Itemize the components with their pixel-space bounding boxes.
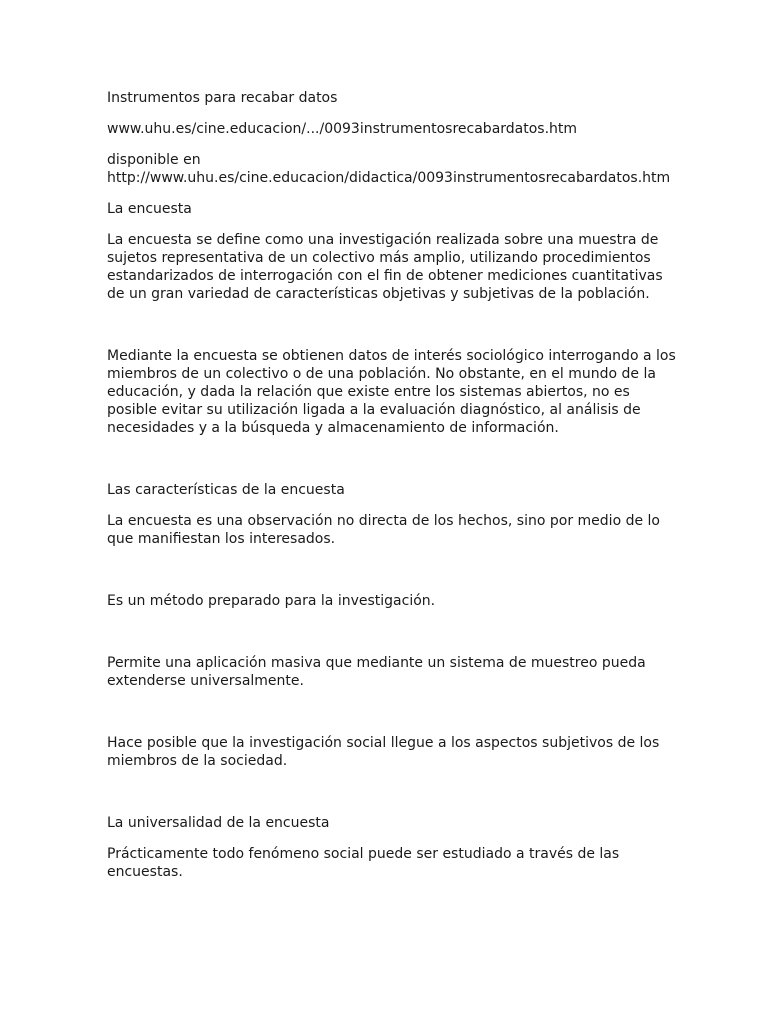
- paragraph-metodo: Es un método preparado para la investigación.: [107, 593, 436, 609]
- paragraph-masiva: [107, 654, 667, 690]
- paragraph-subjetivos: [107, 734, 667, 770]
- source-url-full: http://www.uhu.es/cine.educacion/didactica/0093instrumentosrecabardatos.htm: [107, 170, 671, 186]
- document-heading: Instrumentos para recabar datos: [107, 90, 338, 106]
- section-title-universalidad: La universalidad de la encuesta: [107, 815, 330, 831]
- section-title-encuesta: La encuesta: [107, 201, 192, 217]
- paragraph-line: de un gran variedad de características objetivas y subjetivas de la población.: [107, 286, 650, 302]
- paragraph-line: necesidades y a la búsqueda y almacenamiento de información.: [107, 420, 559, 436]
- paragraph-line: extenderse universalmente.: [107, 673, 304, 689]
- paragraph-line: sujetos representativa de un colectivo más amplio, utilizando procedimientos: [107, 250, 651, 266]
- section-title-caracteristicas: Las características de la encuesta: [107, 482, 345, 498]
- source-url-short: www.uhu.es/cine.educacion/.../0093instrumentosrecabardatos.htm: [107, 121, 578, 137]
- availability-note: [107, 151, 671, 187]
- paragraph-line: Prácticamente todo fenómeno social puede ser estudiado a través de las: [107, 846, 620, 862]
- paragraph-fenomeno: [107, 845, 667, 881]
- paragraph-definition: [107, 231, 667, 303]
- paragraph-line: educación, y dada la relación que existe entre los sistemas abiertos, no es: [107, 384, 630, 400]
- paragraph-line: posible evitar su utilización ligada a la evaluación diagnóstico, al análisis de: [107, 402, 641, 418]
- paragraph-line: Mediante la encuesta se obtienen datos de interés sociológico interrogando a los: [107, 348, 676, 364]
- paragraph-line: Permite una aplicación masiva que mediante un sistema de muestreo pueda: [107, 655, 646, 671]
- paragraph-line: miembros de un colectivo o de una población. No obstante, en el mundo de la: [107, 366, 656, 382]
- paragraph-mediante: [107, 347, 676, 437]
- paragraph-line: que manifiestan los interesados.: [107, 531, 336, 547]
- paragraph-line: La encuesta se define como una investigación realizada sobre una muestra de: [107, 232, 659, 248]
- paragraph-observacion: [107, 512, 667, 548]
- availability-label: disponible en: [107, 152, 201, 168]
- document-page: [107, 89, 676, 881]
- paragraph-line: La encuesta es una observación no directa de los hechos, sino por medio de lo: [107, 513, 660, 529]
- paragraph-line: estandarizados de interrogación con el fin de obtener mediciones cuantitativas: [107, 268, 663, 284]
- paragraph-line: Hace posible que la investigación social llegue a los aspectos subjetivos de los: [107, 735, 660, 751]
- paragraph-line: miembros de la sociedad.: [107, 753, 288, 769]
- paragraph-line: encuestas.: [107, 864, 183, 880]
